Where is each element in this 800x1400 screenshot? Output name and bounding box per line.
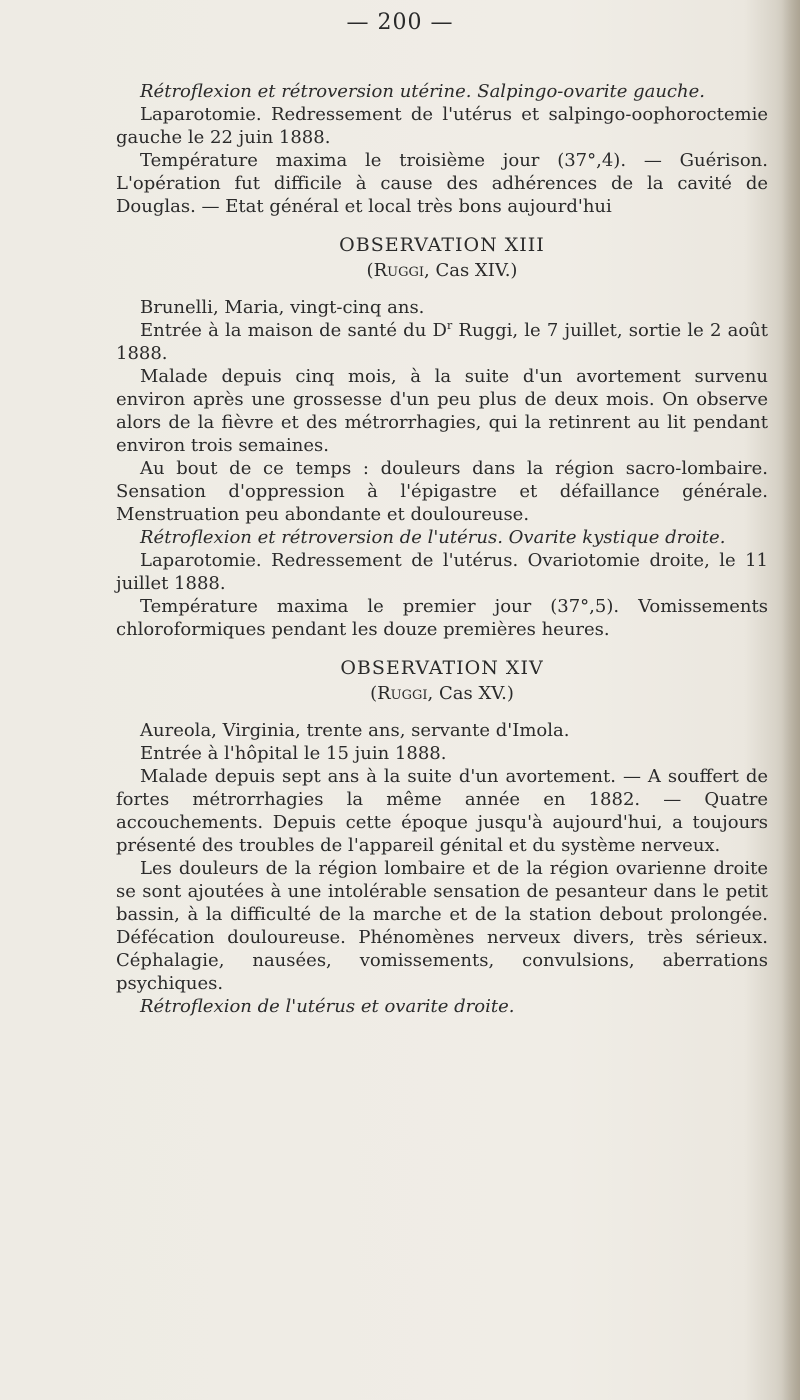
paragraph: Laparotomie. Redressement de l'utérus et salpingo-oophoroctemie gauche le 22 juin 1888. xyxy=(116,104,768,148)
paragraph: Température maxima le premier jour (37°,5). Vomissements chloroformiques pendant les douze premières heures. xyxy=(116,596,768,640)
diagnosis: Rétroflexion et rétroversion de l'utérus. Ovarite kystique droite. xyxy=(140,527,726,548)
paragraph: Température maxima le troisième jour (37°,4). — Guérison. L'opération fut difficile à cause des adhérences de la cavité de Douglas. — Etat général et local très bons aujourd'hui xyxy=(116,150,768,217)
entry-line: Entrée à l'hôpital le 15 juin 1888. xyxy=(140,743,447,764)
case-title: Rétroflexion et rétroversion utérine. Salpingo-ovarite gauche. xyxy=(140,81,705,102)
patient-line: Brunelli, Maria, vingt-cinq ans. xyxy=(140,297,425,318)
paragraph: Les douleurs de la région lombaire et de la région ovarienne droite se sont ajoutées à une intolérable sensation de pesanteur dans le petit bassin, à la difficulté de la marche et de la station debout prolongée. Défécation douloureuse. Phénomènes nerveux divers, très sérieux. Céphalagie, nausées, vomissements, convulsions, aberrations psychiques. xyxy=(116,858,768,994)
page-edge-shadow xyxy=(782,0,800,1400)
paragraph: Malade depuis sept ans à la suite d'un avortement. — A souffert de fortes métrorrhagies la même année en 1882. — Quatre accouchements. Depuis cette époque jusqu'à aujourd'hui, a toujours présenté des troubles de l'appareil génital et du système nerveux. xyxy=(116,766,768,856)
patient-line: Aureola, Virginia, trente ans, servante d'Imola. xyxy=(140,720,570,741)
observation-source: (Ruggi, Cas XIV.) xyxy=(366,260,518,281)
page-number: — 200 — xyxy=(346,10,454,35)
page-body xyxy=(116,80,768,1018)
source-author: Ruggi xyxy=(373,260,424,281)
observation-heading: OBSERVATION XIII xyxy=(339,234,545,256)
entry-line: Entrée à la maison de santé du $D^r$ Ruggi, le 7 juillet, sortie le 2 août 1888. xyxy=(116,319,769,364)
diagnosis: Rétroflexion de l'utérus et ovarite droite. xyxy=(140,996,515,1017)
source-case: Cas XV. xyxy=(439,683,507,704)
paragraph: Laparotomie. Redressement de l'utérus. Ovariotomie droite, le 11 juillet 1888. xyxy=(116,550,768,594)
source-case: Cas XIV. xyxy=(435,260,511,281)
observation-heading: OBSERVATION XIV xyxy=(340,657,544,679)
paragraph: Au bout de ce temps : douleurs dans la région sacro-lombaire. Sensation d'oppression à l'épigastre et défaillance générale. Menstruation peu abondante et douloureuse. xyxy=(116,458,768,525)
observation-source: (Ruggi, Cas XV.) xyxy=(370,683,514,704)
source-author: Ruggi xyxy=(377,683,428,704)
paragraph: Malade depuis cinq mois, à la suite d'un avortement survenu environ après une grossesse d'un peu plus de deux mois. On observe alors de la fièvre et des métrorrhagies, qui la retinrent au lit pendant environ trois semaines. xyxy=(116,366,768,456)
